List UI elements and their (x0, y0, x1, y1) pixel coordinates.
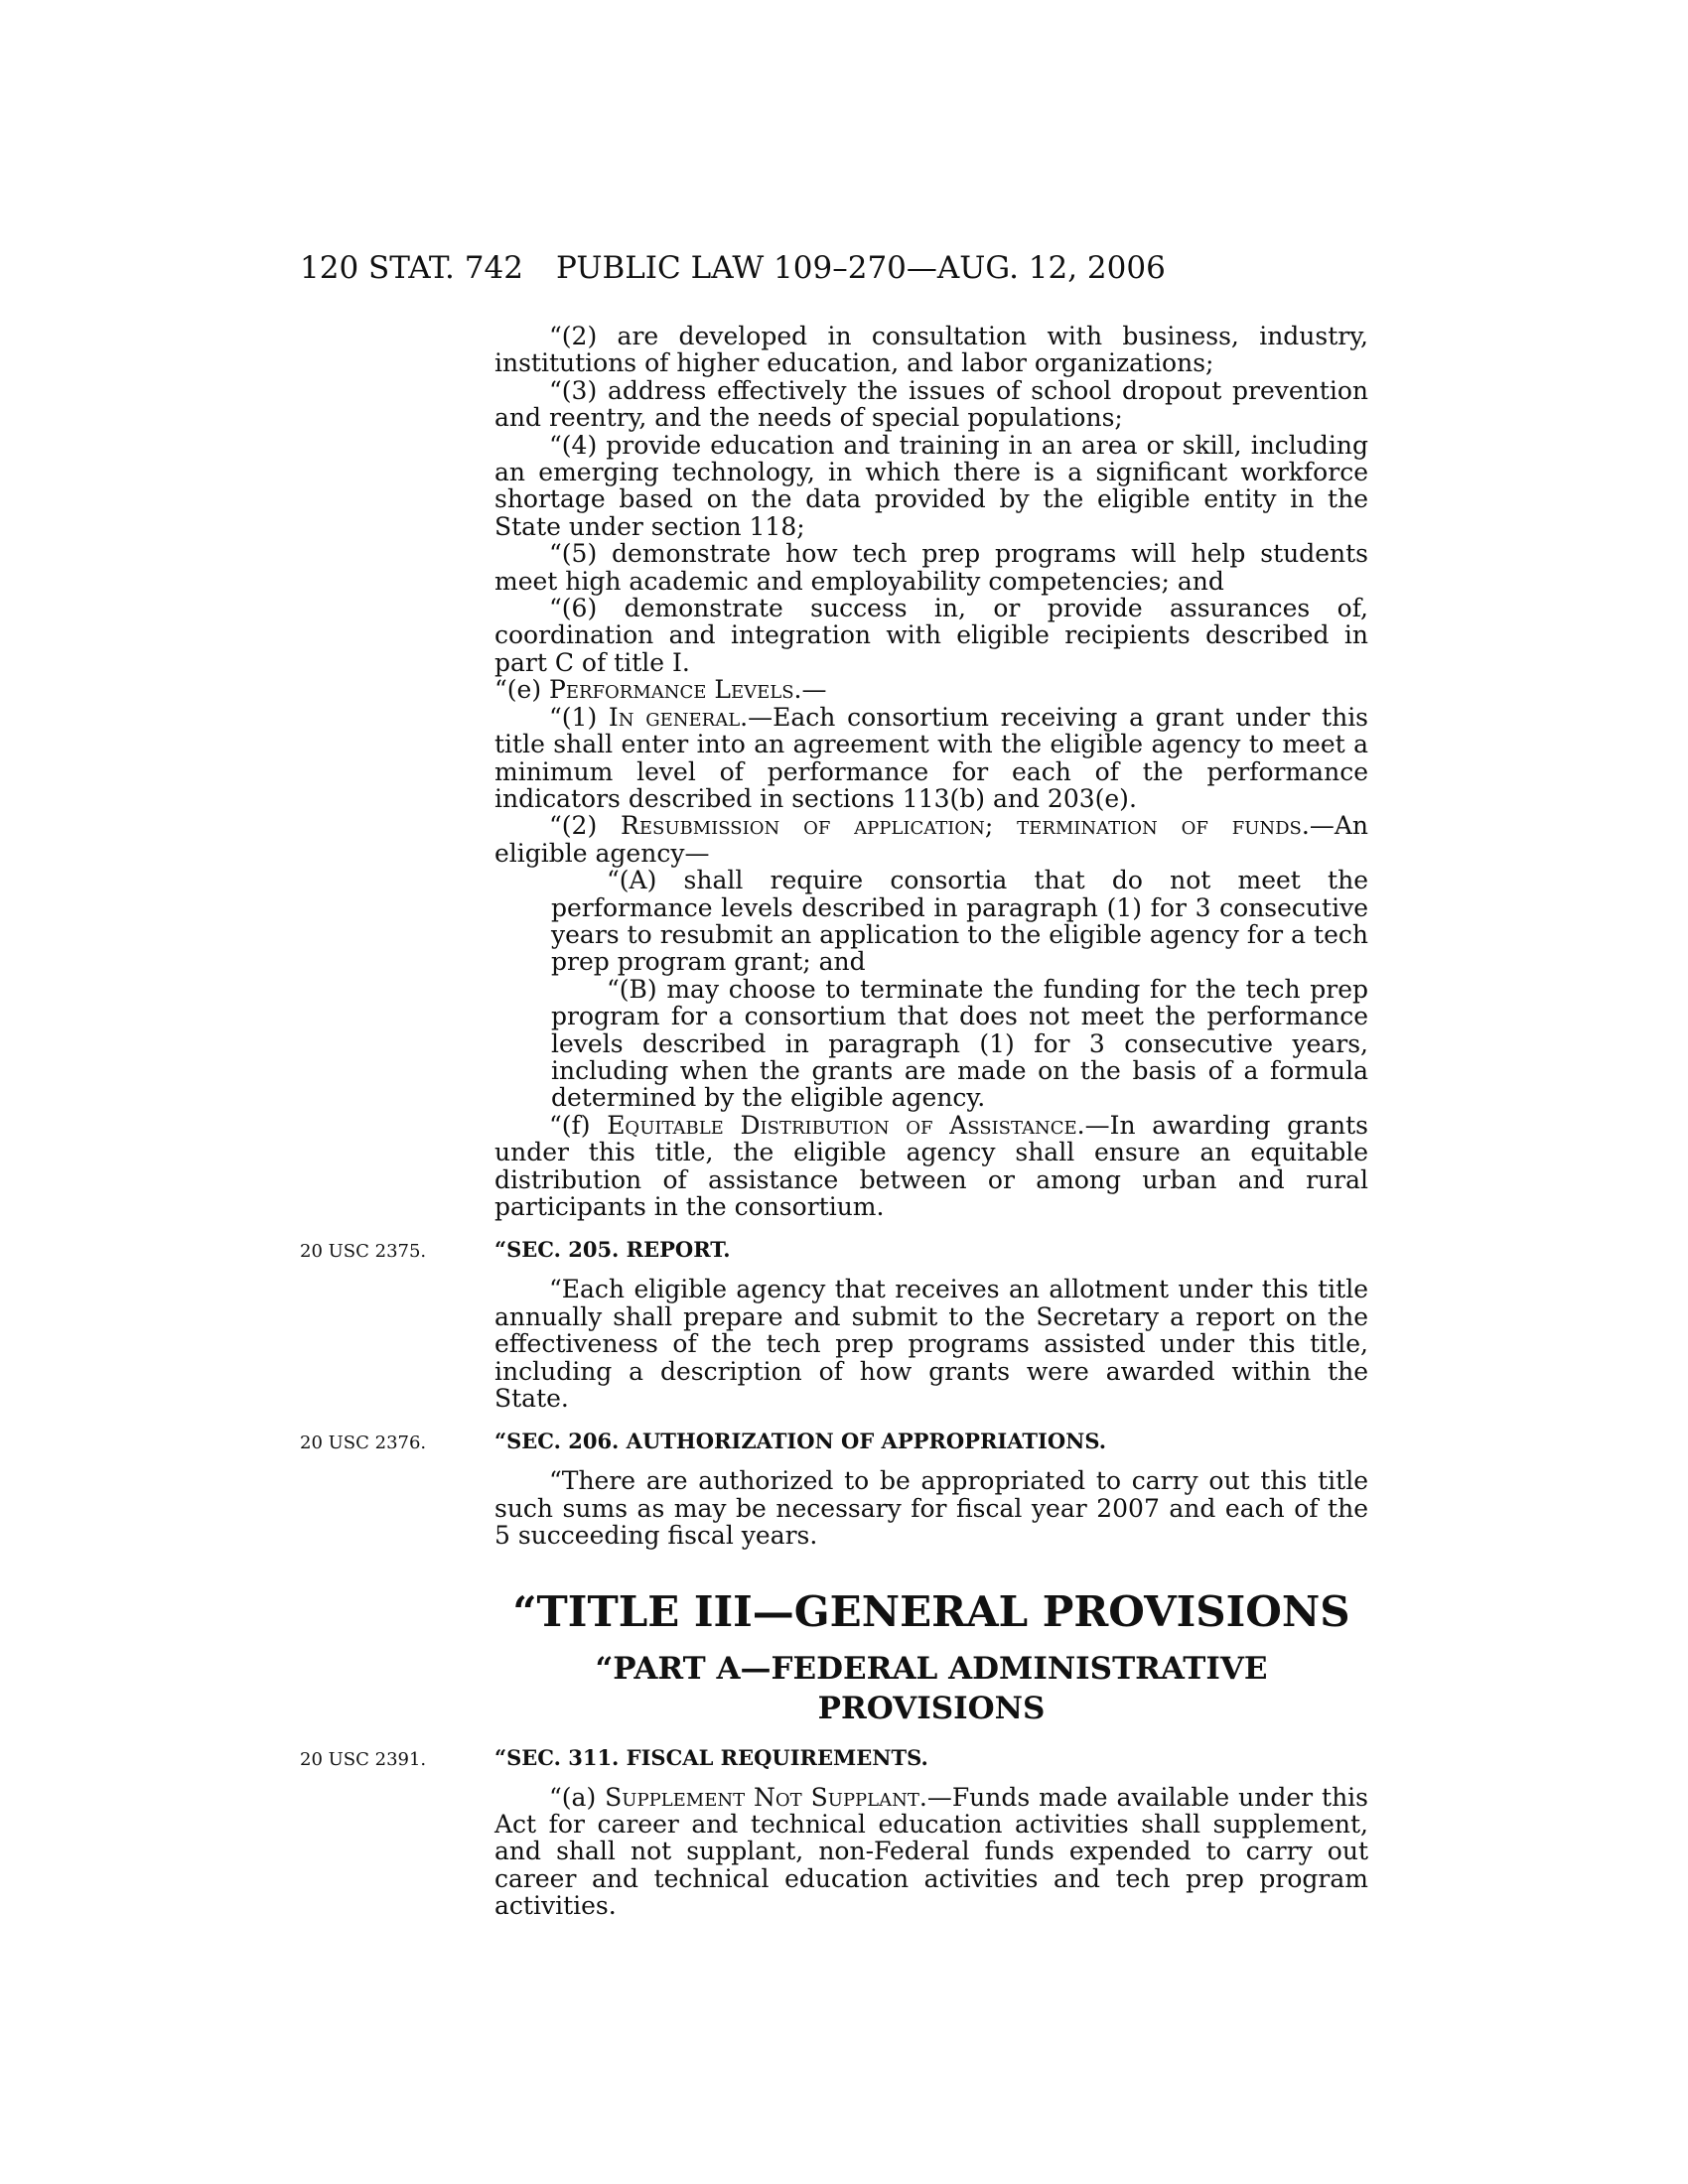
item-6: “(6) demonstrate success in, or provide assurances of, coordination and integration with eligible recipients described in part C of title I. (494, 594, 1368, 677)
section-206 (300, 1428, 1368, 1551)
subsection-e-prefix: “(e) (494, 675, 550, 705)
paragraph-2-prefix: “(2) (549, 811, 622, 841)
section-205-text: “Each eligible agency that receives an allotment under this title annually shall prepare and submit to the Secretary a report on the effectiveness of the tech prep programs assisted under this title, including a description of how grants were awarded within the State. (494, 1275, 1368, 1414)
section-206-margin-note: 20 USC 2376. (300, 1433, 427, 1454)
document-body (300, 322, 1369, 1921)
paragraph-2-text: —An eligible agency— (494, 811, 1368, 868)
section-206-text: “There are authorized to be appropriated to carry out this title such sums as may be necessary for fiscal year 2007 and each of the 5 succeeding fiscal years. (494, 1466, 1368, 1551)
subparagraph-a: “(A) shall require consortia that do not meet the performance levels described in paragraph (1) for 3 consecutive years to resubmit an application to the eligible agency for a tech prep program grant; and (551, 866, 1368, 977)
item-4: “(4) provide education and training in an area or skill, including an emerging technology, in which there is a significant workforce shortage based on the data provided by the eligible entity in the State under section 118; (494, 430, 1368, 541)
statute-citation: 120 STAT. 742 (300, 250, 523, 286)
section-206-heading: “SEC. 206. AUTHORIZATION OF APPROPRIATIONS. (494, 1429, 1107, 1454)
paragraph-1-text: —Each consortium receiving a grant under this title shall enter into an agreement with the eligible agency to meet a minimum level of performance for each of the performance indicators described in sections 113(b) and 203(e). (494, 702, 1369, 813)
subsection-e-label: Performance Levels.— (549, 675, 827, 705)
performance-paragraph-2 (494, 812, 1368, 867)
section-205 (300, 1236, 1368, 1414)
performance-levels-heading (494, 676, 1368, 703)
section-311-heading: “SEC. 311. FISCAL REQUIREMENTS. (494, 1744, 928, 1770)
paragraph-1-label: In general. (608, 702, 749, 732)
section-205-margin-note: 20 USC 2375. (300, 1241, 427, 1263)
section-205-heading: “SEC. 205. REPORT. (494, 1237, 731, 1263)
running-head (0, 250, 1688, 290)
section-311-a (494, 1784, 1368, 1920)
item-2: “(2) are developed in consultation with business, industry, institutions of higher education, and labor organizations; (494, 322, 1368, 378)
subparagraph-b: “(B) may choose to terminate the funding for the tech prep program for a consortium that does not meet the performance levels described in paragraph (1) for 3 consecutive years, including when the grants are made on the basis of a formula determined by the eligible agency. (551, 974, 1368, 1113)
subsection-a-label: Supplement Not Supplant. (605, 1782, 927, 1812)
title-iii-heading: “TITLE III—GENERAL PROVISIONS (512, 1586, 1350, 1636)
item-5: “(5) demonstrate how tech prep programs will help students meet high academic and employability competencies; and (494, 539, 1368, 596)
paragraph-2-label: Resubmission of application; termination of funds. (621, 811, 1310, 841)
equitable-distribution (494, 1112, 1368, 1221)
subsection-f-prefix: “(f) (549, 1110, 608, 1140)
section-311-margin-note: 20 USC 2391. (300, 1748, 427, 1770)
paragraph-1-prefix: “(1) (549, 702, 609, 732)
performance-paragraph-1 (494, 704, 1368, 813)
section-311 (300, 1744, 1368, 1921)
public-law-title: PUBLIC LAW 109–270—AUG. 12, 2006 (556, 250, 1166, 286)
subsection-f-text: —In awarding grants under this title, the eligible agency shall ensure an equitable distribution of assistance between or among urban and rural participants in the consortium. (494, 1110, 1368, 1221)
subsection-a-prefix: “(a) (549, 1782, 606, 1812)
part-a-heading: “PART A—FEDERAL ADMINISTRATIVE PROVISIONS (595, 1650, 1268, 1726)
subsection-f-label: Equitable Distribution of Assistance. (607, 1110, 1085, 1140)
subsection-a-text: —Funds made available under this Act for career and technical education activities shall supplement, and shall not supplant, non-Federal funds expended to carry out career and technical education activities and tech prep program activities. (494, 1782, 1368, 1921)
item-3: “(3) address effectively the issues of school dropout prevention and reentry, and the needs of special populations; (494, 375, 1368, 433)
